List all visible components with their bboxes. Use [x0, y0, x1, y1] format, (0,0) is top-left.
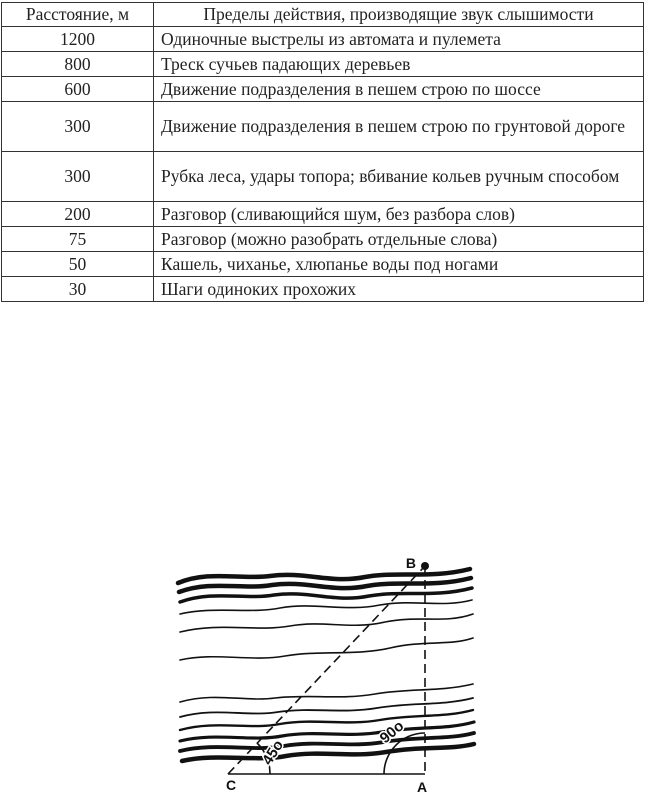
cell-description: Кашель, чиханье, хлюпанье воды под ногами [154, 252, 644, 277]
contour-line [178, 569, 470, 583]
cell-description: Треск сучьев падающих деревьев [154, 52, 644, 77]
cell-distance: 50 [2, 252, 154, 277]
cell-description: Разговор (сливающийся шум, без разбора слов) [154, 202, 644, 227]
cell-distance: 300 [2, 152, 154, 202]
cell-description: Рубка леса, удары топора; вбивание кольев ручным способом [154, 152, 644, 202]
cell-distance: 300 [2, 102, 154, 152]
cell-distance: 800 [2, 52, 154, 77]
table-row [2, 277, 644, 302]
header-distance: Расстояние, м [2, 3, 154, 27]
contour-line [180, 684, 473, 702]
table-row [2, 152, 644, 202]
table-row [2, 227, 644, 252]
table-row [2, 27, 644, 52]
cell-distance: 75 [2, 227, 154, 252]
header-description: Пределы действия, производящие звук слышимости [154, 3, 644, 27]
table-row [2, 102, 644, 152]
point-b-marker [421, 562, 429, 570]
cell-description: Разговор (можно разобрать отдельные слова) [154, 227, 644, 252]
table-row [2, 52, 644, 77]
cell-description: Движение подразделения в пешем строю по шоссе [154, 77, 644, 102]
label-b: B [405, 555, 416, 571]
contour-line [180, 698, 473, 717]
contour-line [180, 600, 472, 614]
table-row [2, 202, 644, 227]
contour-line [180, 588, 472, 602]
contour-lines [178, 569, 474, 761]
label-c: C [226, 777, 237, 793]
cell-description: Шаги одиноких прохожих [154, 277, 644, 302]
cell-description: Одиночные выстрелы из автомата и пулемета [154, 27, 644, 52]
river-width-diagram [170, 552, 480, 797]
table-row [2, 77, 644, 102]
table-header-row [2, 3, 644, 27]
cell-distance: 1200 [2, 27, 154, 52]
angle-label-c: 45o [258, 737, 288, 769]
label-a: A [417, 779, 428, 795]
cell-distance: 600 [2, 77, 154, 102]
table-row [2, 252, 644, 277]
contour-line [180, 614, 473, 632]
audibility-table [1, 2, 644, 302]
cell-description: Движение подразделения в пешем строю по грунтовой дороге [154, 102, 644, 152]
contour-line [180, 638, 473, 660]
cell-distance: 30 [2, 277, 154, 302]
cell-distance: 200 [2, 202, 154, 227]
angle-label-a: 90o [376, 717, 408, 748]
